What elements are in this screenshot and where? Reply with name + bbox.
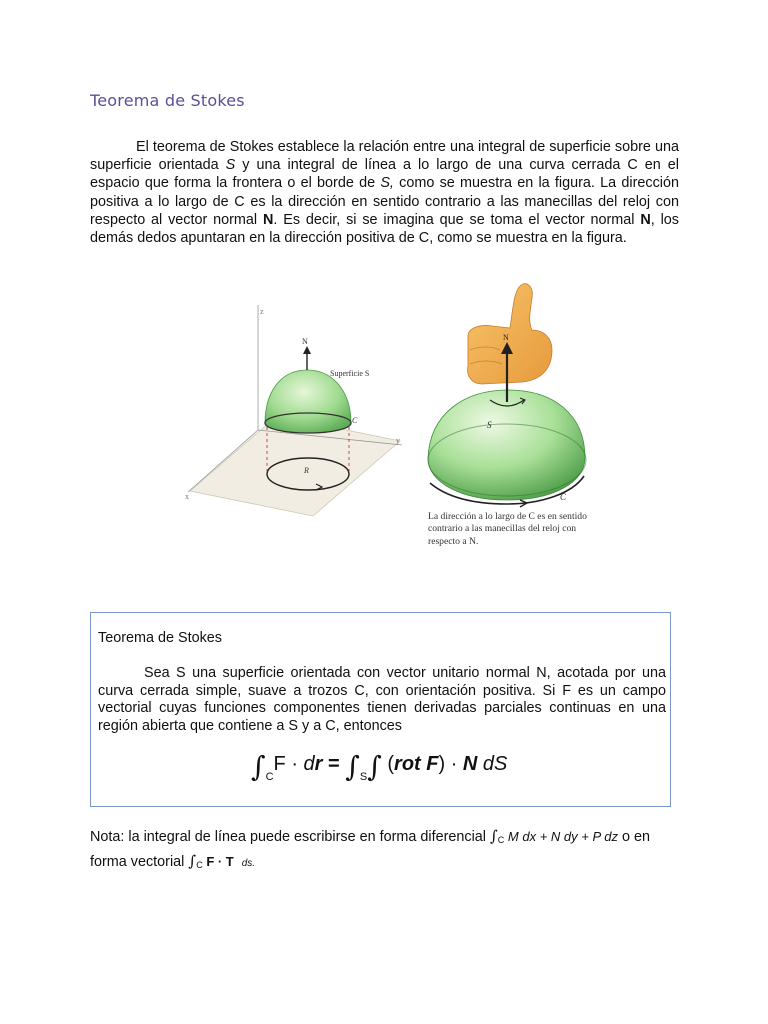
curve-label-left: C [352, 416, 358, 425]
integral-sign-diff: ∫ [489, 827, 498, 845]
z-axis-label: z [260, 307, 264, 316]
theorem-text: Sea S una superficie orientada con vector unitario normal N, acotada por una curva cerrada simple, suave a trozos C, con orientación positiva. Si F es un campo vectorial cuyas funciones componentes tienen derivadas parciales continuas en una región abierta que contiene a S y a C, entonces [98, 665, 666, 734]
note-paragraph: Nota: la integral de línea puede escribirse en forma diferencial ∫C M dx + N dy + P dz o en forma vectorial ∫C F · T ds. [90, 827, 650, 870]
y-axis-label: y [396, 436, 400, 445]
sub-s: S [359, 771, 368, 783]
stokes-formula: $\int_CF$ · dr = $\int_S\int$ (rot F) · N dS [251, 750, 508, 783]
hand-illustration [468, 284, 552, 384]
normal-label-left: N [302, 337, 308, 346]
left-diagram [185, 305, 402, 516]
region-label: R [304, 466, 309, 475]
integral-sign-line: ∫ [251, 750, 266, 783]
integral-sign-surface-1: ∫ [345, 750, 360, 783]
theorem-box [90, 612, 671, 807]
integral-sign-vec: ∫ [188, 852, 197, 870]
theorem-title: Teorema de Stokes [98, 630, 222, 646]
surface-label-left: Superficie S [330, 369, 370, 378]
x-axis-label: x [185, 492, 189, 501]
surface-label-right: S [487, 420, 492, 430]
normal-arrowhead-left [303, 346, 311, 354]
intro-paragraph: El teorema de Stokes establece la relación entre una integral de superficie sobre una superficie orientada S y una integral de línea a lo largo de una curva cerrada C en el espacio que forma la frontera o el borde de S, como se muestra en la figura. La dirección positiva a lo largo de C es la dirección en sentido contrario a las manecillas del reloj con respecto al vector normal N. Es decir, si se imagina que se toma el vector normal N, los demás dedos apuntaran en la dirección positiva de C, como se muestra en la figura. [90, 139, 679, 247]
sub-c: C [265, 771, 274, 783]
figure-caption: La dirección a lo largo de C es en sentido contrario a las manecillas del reloj con respecto a N. [428, 511, 587, 547]
integral-sign-surface-2: ∫ [367, 750, 382, 783]
curve-label-right: C [560, 492, 567, 502]
page-title: Teorema de Stokes [90, 91, 245, 110]
left-dome [265, 370, 351, 433]
normal-label-right: N [503, 333, 509, 342]
right-diagram [428, 284, 586, 507]
